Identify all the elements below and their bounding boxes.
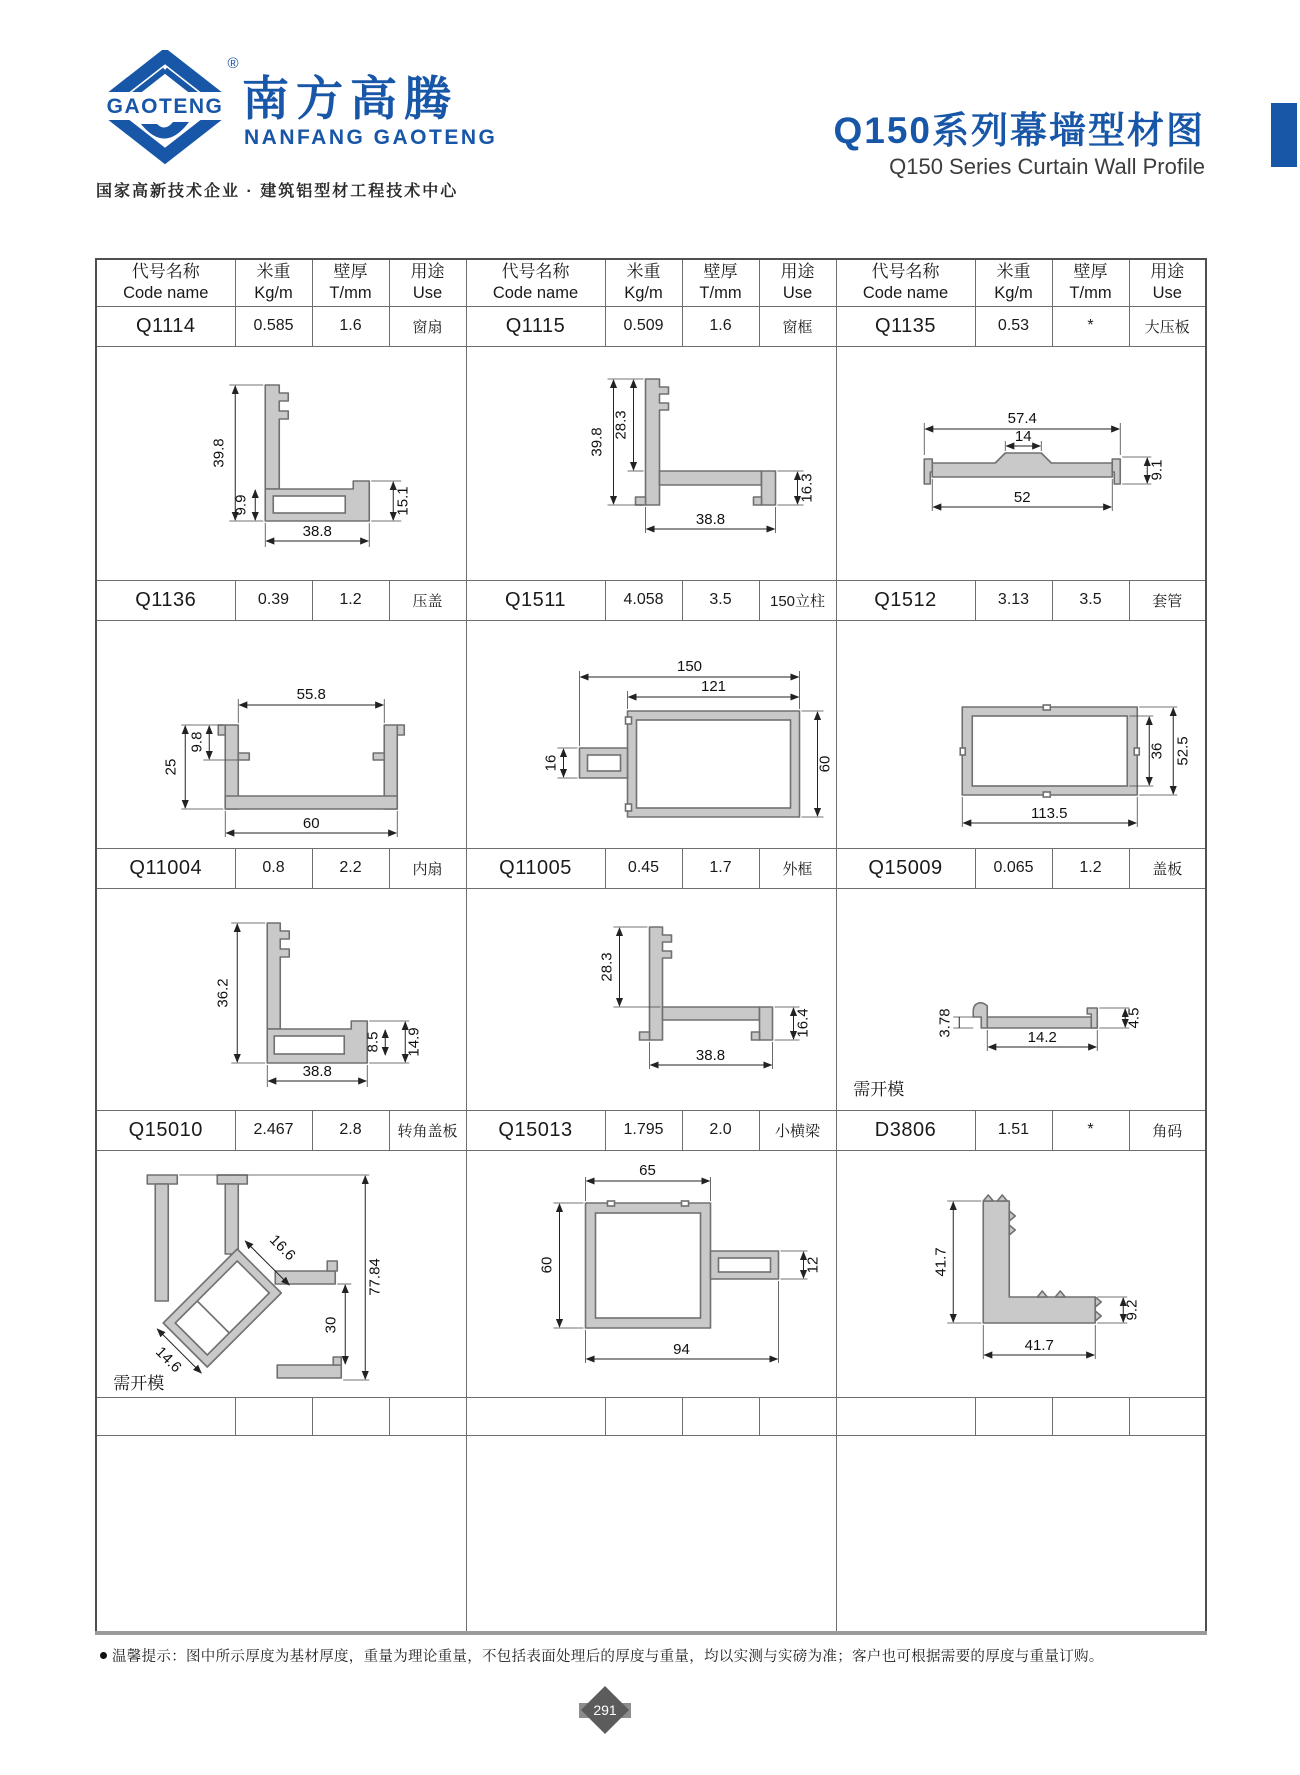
dim-label: 36 — [1147, 742, 1165, 760]
drawing-cell-q1135 — [836, 346, 1206, 580]
kgm-cell: 0.509 — [605, 306, 682, 346]
data-row-1 — [96, 306, 1206, 346]
dim-label: 9.8 — [188, 731, 206, 753]
tmm-cell: 2.0 — [682, 1110, 759, 1150]
data-row-2 — [96, 580, 1206, 620]
footer-note — [100, 1645, 1210, 1666]
dim-label: 60 — [538, 1256, 555, 1274]
col-header-use — [389, 259, 466, 306]
data-row-3 — [96, 848, 1206, 888]
drawing-cell-d3806 — [836, 1150, 1206, 1397]
dim-label: 9.1 — [1147, 459, 1165, 481]
drawing-cell-q1115 — [466, 346, 836, 580]
dim-label: 150 — [676, 658, 702, 675]
empty-cell — [312, 1397, 389, 1435]
profile-q15013-drawing — [585, 1201, 778, 1328]
dimensions — [598, 927, 811, 1069]
dim-label: 30 — [322, 1316, 340, 1334]
profile-q1114-drawing — [265, 385, 369, 521]
drawing-row-1 — [96, 346, 1206, 580]
col-header-use — [759, 259, 836, 306]
drawing-row-3 — [96, 888, 1206, 1110]
code-cell: Q15010 — [96, 1110, 235, 1150]
drawing-cell-q1136 — [96, 620, 466, 848]
profile-q1135-drawing — [924, 453, 1120, 484]
use-cell: 150立柱 — [759, 580, 836, 620]
profile-q1115-drawing — [635, 379, 775, 505]
col-header-en: Code name — [123, 284, 209, 303]
empty-cell — [235, 1397, 312, 1435]
code-cell: Q1511 — [466, 580, 605, 620]
col-header-zh: 壁厚 — [703, 262, 738, 282]
page-subtitle: Q150 Series Curtain Wall Profile — [889, 154, 1205, 179]
profile-q15009-drawing — [973, 1003, 1097, 1028]
empty-row — [96, 1397, 1206, 1435]
dim-label: 55.8 — [296, 686, 326, 703]
dim-label: 39.8 — [588, 427, 605, 457]
col-header-en: Kg/m — [994, 284, 1033, 303]
use-cell: 外框 — [759, 848, 836, 888]
dim-label: 38.8 — [695, 1047, 725, 1064]
empty-cell — [759, 1397, 836, 1435]
kgm-cell: 0.8 — [235, 848, 312, 888]
dim-label: 60 — [302, 815, 320, 832]
col-header-en: Kg/m — [624, 284, 663, 303]
empty-drawing-cell — [96, 1435, 466, 1633]
tmm-cell: 1.6 — [312, 306, 389, 346]
col-header-zh: 壁厚 — [333, 262, 368, 282]
use-cell: 套管 — [1129, 580, 1206, 620]
dim-label: 60 — [816, 755, 833, 773]
profile-q11004-drawing — [267, 923, 367, 1063]
use-cell: 窗框 — [759, 306, 836, 346]
drawing-cell-q11004 — [96, 888, 466, 1110]
mold-note: 需开模 — [113, 1374, 165, 1393]
dim-label: 25 — [162, 758, 180, 776]
empty-cell — [605, 1397, 682, 1435]
kgm-cell: 2.467 — [235, 1110, 312, 1150]
use-cell: 大压板 — [1129, 306, 1206, 346]
kgm-cell: 3.13 — [975, 580, 1052, 620]
header-row — [96, 259, 1206, 306]
col-header-zh: 用途 — [410, 262, 445, 282]
profile-q11005-drawing — [639, 927, 772, 1040]
code-cell: Q1135 — [836, 306, 975, 346]
dim-label: 121 — [700, 678, 726, 695]
drawing-cell-q11005 — [466, 888, 836, 1110]
code-cell: Q15009 — [836, 848, 975, 888]
dimensions — [152, 1175, 383, 1380]
dim-label: 8.5 — [364, 1031, 382, 1053]
dim-label: 41.7 — [931, 1247, 949, 1277]
tmm-cell: 1.7 — [682, 848, 759, 888]
empty-drawing-cell — [836, 1435, 1206, 1633]
dim-label: 9.9 — [232, 494, 250, 516]
dim-label: 65 — [638, 1162, 656, 1179]
tmm-cell: 1.2 — [312, 580, 389, 620]
dim-label: 52 — [1013, 489, 1031, 506]
col-header-zh: 代号名称 — [871, 262, 940, 282]
col-header-kgm — [235, 259, 312, 306]
profile-q1136-drawing — [218, 725, 404, 809]
col-header-use — [1129, 259, 1206, 306]
col-header-en: Use — [412, 284, 443, 303]
dim-label: 14 — [1014, 428, 1032, 445]
empty-cell — [389, 1397, 466, 1435]
use-cell: 窗扇 — [389, 306, 466, 346]
kgm-cell: 0.585 — [235, 306, 312, 346]
code-cell: D3806 — [836, 1110, 975, 1150]
dim-label: 113.5 — [1030, 805, 1067, 822]
col-header-en: Code name — [492, 284, 579, 303]
tmm-cell: * — [1052, 306, 1129, 346]
empty-cell — [975, 1397, 1052, 1435]
profiles-table — [95, 258, 1207, 1635]
col-header-en: T/mm — [329, 284, 372, 303]
gaoteng-logo — [95, 50, 245, 170]
dim-label: 16.4 — [794, 1008, 811, 1038]
page-title: Q150系列幕墙型材图 — [833, 110, 1205, 151]
company-tagline: 国家高新技术企业 · 建筑铝型材工程技术中心 — [96, 183, 459, 200]
empty-cell — [836, 1397, 975, 1435]
page-number: 291 — [593, 1702, 617, 1718]
dim-label: 15.1 — [394, 486, 412, 516]
kgm-cell: 0.53 — [975, 306, 1052, 346]
brand-name-en: NANFANG GAOTENG — [244, 126, 498, 149]
dim-label: 94 — [672, 1341, 690, 1358]
page-number-badge — [579, 1684, 631, 1736]
dim-label: 57.4 — [1007, 410, 1037, 427]
col-header-en: T/mm — [699, 284, 742, 303]
code-cell: Q15013 — [466, 1110, 605, 1150]
dim-label: 16.3 — [798, 473, 815, 503]
use-cell: 内扇 — [389, 848, 466, 888]
drawing-cell-q1114 — [96, 346, 466, 580]
drawing-row-4 — [96, 1150, 1206, 1397]
empty-drawing-cell — [466, 1435, 836, 1633]
dimensions — [588, 379, 815, 533]
drawing-cell-q1512 — [836, 620, 1206, 848]
empty-cell — [96, 1397, 235, 1435]
tmm-cell: 3.5 — [682, 580, 759, 620]
col-header-code — [96, 259, 235, 306]
kgm-cell: 1.51 — [975, 1110, 1052, 1150]
data-row-4 — [96, 1110, 1206, 1150]
dim-label: 4.5 — [1124, 1007, 1142, 1029]
tmm-cell: 2.8 — [312, 1110, 389, 1150]
use-cell: 转角盖板 — [389, 1110, 466, 1150]
dim-label: 9.2 — [1122, 1299, 1140, 1321]
dim-label: 14.9 — [405, 1027, 423, 1057]
use-cell: 盖板 — [1129, 848, 1206, 888]
dim-label: 28.3 — [598, 952, 615, 982]
accent-bar — [1271, 103, 1297, 167]
dim-label: 39.8 — [210, 438, 228, 468]
footer-note-text: 温馨提示：图中所示厚度为基材厚度，重量为理论重量，不包括表面处理后的厚度与重量，均以实测与实磅为准；客户也可根据需要的厚度与重量订购。 — [112, 1649, 1104, 1665]
dim-label: 38.8 — [302, 1063, 332, 1080]
empty-drawing-row — [96, 1435, 1206, 1633]
kgm-cell: 0.45 — [605, 848, 682, 888]
dim-label: 16 — [542, 754, 559, 772]
drawing-cell-q15009 — [836, 888, 1206, 1110]
col-header-zh: 用途 — [780, 262, 815, 282]
dim-label: 38.8 — [695, 511, 725, 528]
col-header-en: T/mm — [1069, 284, 1112, 303]
brand-name-zh: 南方高腾 — [242, 72, 458, 125]
col-header-zh: 米重 — [256, 262, 291, 282]
tmm-cell: 1.2 — [1052, 848, 1129, 888]
col-header-zh: 米重 — [996, 262, 1031, 282]
dimensions — [162, 686, 397, 837]
dim-label: 41.7 — [1024, 1337, 1054, 1354]
use-cell: 小横梁 — [759, 1110, 836, 1150]
dimensions — [932, 1201, 1140, 1359]
dimensions — [210, 385, 411, 547]
code-cell: Q1114 — [96, 306, 235, 346]
code-cell: Q11005 — [466, 848, 605, 888]
dim-label: 38.8 — [302, 523, 332, 540]
tmm-cell: 2.2 — [312, 848, 389, 888]
col-header-en: Use — [782, 284, 813, 303]
kgm-cell: 4.058 — [605, 580, 682, 620]
dim-label: 12 — [804, 1256, 821, 1274]
drawing-cell-q15013 — [466, 1150, 836, 1397]
col-header-en: Code name — [862, 284, 949, 303]
logo-wordmark: GAOTENG — [106, 95, 224, 118]
col-header-zh: 代号名称 — [131, 262, 200, 282]
col-header-code — [466, 259, 605, 306]
col-header-zh: 代号名称 — [501, 262, 570, 282]
use-cell: 压盖 — [389, 580, 466, 620]
drawing-cell-q15010 — [96, 1150, 466, 1397]
kgm-cell: 0.39 — [235, 580, 312, 620]
note-bullet-icon — [100, 1652, 107, 1659]
col-header-kgm — [975, 259, 1052, 306]
empty-cell — [466, 1397, 605, 1435]
tmm-cell: 3.5 — [1052, 580, 1129, 620]
code-cell: Q1136 — [96, 580, 235, 620]
col-header-code — [836, 259, 975, 306]
use-cell: 角码 — [1129, 1110, 1206, 1150]
profile-q1511-drawing — [579, 711, 799, 817]
col-header-kgm — [605, 259, 682, 306]
tmm-cell: * — [1052, 1110, 1129, 1150]
dimensions — [936, 1008, 1142, 1051]
dim-label: 28.3 — [612, 410, 629, 440]
empty-cell — [1052, 1397, 1129, 1435]
profile-d3806-drawing — [983, 1195, 1101, 1323]
drawing-cell-q1511 — [466, 620, 836, 848]
drawing-row-2 — [96, 620, 1206, 848]
mold-note: 需开模 — [852, 1080, 904, 1099]
dim-label: 52.5 — [1173, 736, 1191, 766]
col-header-en: Kg/m — [254, 284, 293, 303]
col-header-tmm — [312, 259, 389, 306]
empty-cell — [682, 1397, 759, 1435]
dimensions — [214, 923, 422, 1087]
dim-label: 16.6 — [266, 1231, 299, 1265]
code-cell: Q1512 — [836, 580, 975, 620]
code-cell: Q11004 — [96, 848, 235, 888]
registered-mark: ® — [227, 55, 239, 72]
empty-cell — [1129, 1397, 1206, 1435]
tmm-cell: 1.6 — [682, 306, 759, 346]
col-header-en: Use — [1152, 284, 1182, 303]
kgm-cell: 1.795 — [605, 1110, 682, 1150]
dim-label: 3.78 — [935, 1008, 953, 1038]
col-header-zh: 用途 — [1150, 262, 1185, 282]
dim-label: 36.2 — [214, 978, 232, 1008]
dim-label: 77.84 — [366, 1258, 384, 1296]
col-header-tmm — [1052, 259, 1129, 306]
col-header-zh: 米重 — [626, 262, 661, 282]
col-header-zh: 壁厚 — [1073, 262, 1108, 282]
code-cell: Q1115 — [466, 306, 605, 346]
dim-label: 14.6 — [152, 1343, 185, 1377]
col-header-tmm — [682, 259, 759, 306]
profile-q1512-drawing — [960, 705, 1139, 797]
dim-label: 14.2 — [1027, 1029, 1057, 1046]
kgm-cell: 0.065 — [975, 848, 1052, 888]
